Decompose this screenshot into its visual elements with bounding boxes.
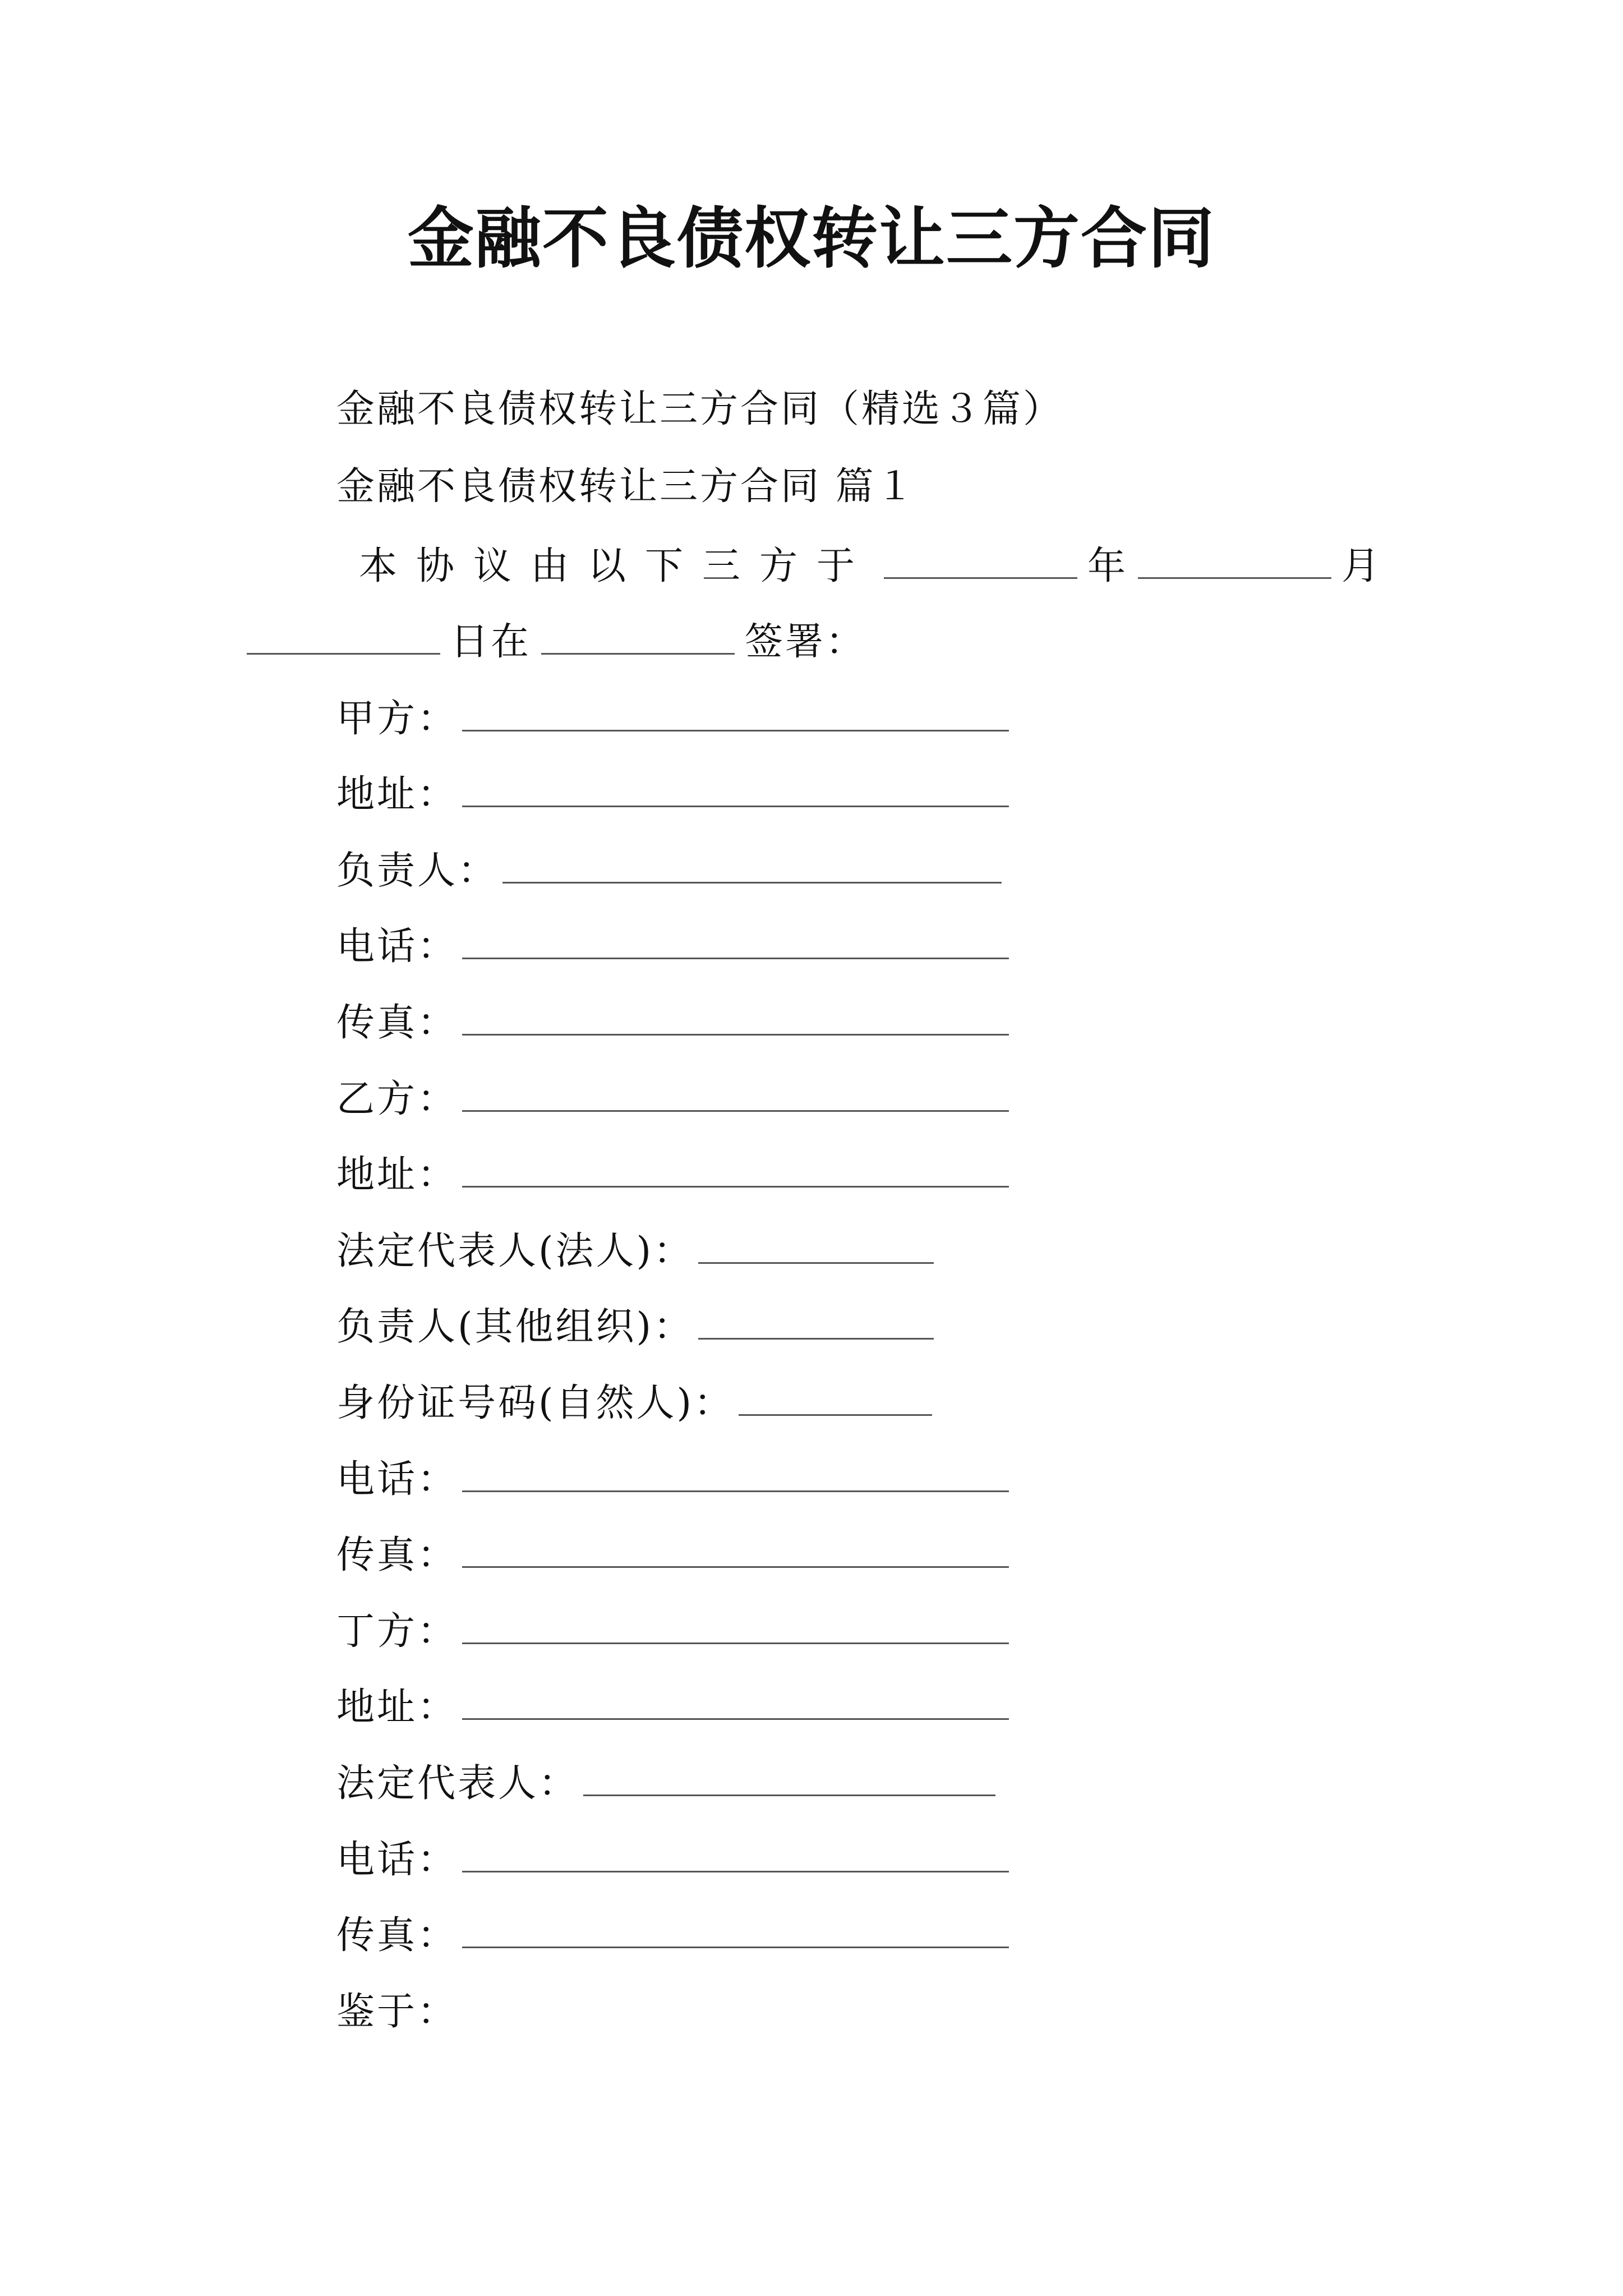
whereas-label: 鉴于： (336, 1990, 458, 2034)
party-a-responsible-blank[interactable] (502, 845, 1002, 884)
party-a-address-blank[interactable] (462, 769, 1009, 807)
party-d-fax-row (336, 1908, 1009, 1964)
party-a-fax-label: 传真： (336, 1001, 458, 1045)
party-a-responsible-row (336, 843, 1002, 899)
party-b-responsible-other-blank[interactable] (698, 1301, 934, 1340)
party-b-phone-blank[interactable] (462, 1453, 1009, 1492)
party-a-phone-row (336, 919, 1009, 975)
sign-label: 签署： (745, 620, 866, 664)
party-d-address-row (336, 1680, 1009, 1736)
party-a-fax-row (336, 995, 1009, 1051)
party-b-id-blank[interactable] (739, 1377, 932, 1416)
party-a-fax-blank[interactable] (462, 997, 1009, 1036)
party-d-name-label: 丁方： (336, 1609, 458, 1654)
party-a-phone-label: 电话： (336, 924, 458, 969)
party-b-address-row (336, 1147, 1009, 1203)
party-b-legal-rep-blank[interactable] (698, 1225, 934, 1264)
party-b-responsible-other-label: 负责人(其他组织)： (336, 1305, 694, 1349)
party-d-fax-label: 传真： (336, 1913, 458, 1958)
party-a-address-row (336, 767, 1009, 823)
document-title: 金融不良债权转让三方合同 (407, 199, 1215, 277)
month-label: 月 (1341, 544, 1382, 588)
intro-line-2 (247, 614, 866, 670)
party-b-name-row (336, 1071, 1009, 1128)
party-a-name-row (336, 691, 1009, 747)
party-b-phone-label: 电话： (336, 1457, 458, 1502)
party-d-phone-blank[interactable] (462, 1834, 1009, 1872)
party-a-name-blank[interactable] (462, 693, 1009, 731)
party-b-address-label: 地址： (336, 1153, 458, 1197)
year-blank[interactable] (884, 540, 1077, 579)
party-d-name-blank[interactable] (462, 1605, 1009, 1644)
party-d-address-label: 地址： (336, 1685, 458, 1729)
day-blank[interactable] (247, 616, 440, 655)
intro-text: 本协议由以下三方于 (359, 544, 874, 588)
intro-line-1 (359, 539, 1382, 595)
party-d-fax-blank[interactable] (462, 1910, 1009, 1948)
party-d-name-row (336, 1604, 1009, 1660)
year-label: 年 (1087, 544, 1128, 588)
party-d-legal-rep-row (336, 1756, 995, 1812)
party-b-legal-rep-row (336, 1223, 934, 1280)
party-b-phone-row (336, 1452, 1009, 1508)
party-d-legal-rep-blank[interactable] (583, 1757, 995, 1796)
location-blank[interactable] (541, 616, 735, 655)
party-b-fax-label: 传真： (336, 1533, 458, 1577)
section-heading: 金融不良债权转让三方合同 篇１ (336, 464, 916, 509)
party-a-address-label: 地址： (336, 772, 458, 817)
party-b-fax-blank[interactable] (462, 1529, 1009, 1568)
party-b-address-blank[interactable] (462, 1149, 1009, 1188)
party-b-name-label: 乙方： (336, 1077, 458, 1121)
party-b-id-label: 身份证号码(自然人)： (336, 1381, 735, 1425)
party-b-fax-row (336, 1527, 1009, 1584)
document-subtitle: 金融不良债权转让三方合同（精选３篇） (336, 387, 1064, 431)
party-a-responsible-label: 负责人： (336, 849, 499, 893)
party-b-responsible-other-row (336, 1299, 934, 1355)
month-blank[interactable] (1138, 540, 1331, 579)
party-d-legal-rep-label: 法定代表人： (336, 1761, 579, 1806)
day-label: 日在 (450, 620, 532, 664)
party-d-phone-label: 电话： (336, 1838, 458, 1882)
party-b-id-row (336, 1375, 932, 1432)
party-a-phone-blank[interactable] (462, 921, 1009, 959)
party-b-name-blank[interactable] (462, 1073, 1009, 1112)
party-b-legal-rep-label: 法定代表人(法人)： (336, 1229, 694, 1273)
party-d-phone-row (336, 1832, 1009, 1888)
party-a-name-label: 甲方： (336, 697, 458, 741)
party-d-address-blank[interactable] (462, 1681, 1009, 1720)
